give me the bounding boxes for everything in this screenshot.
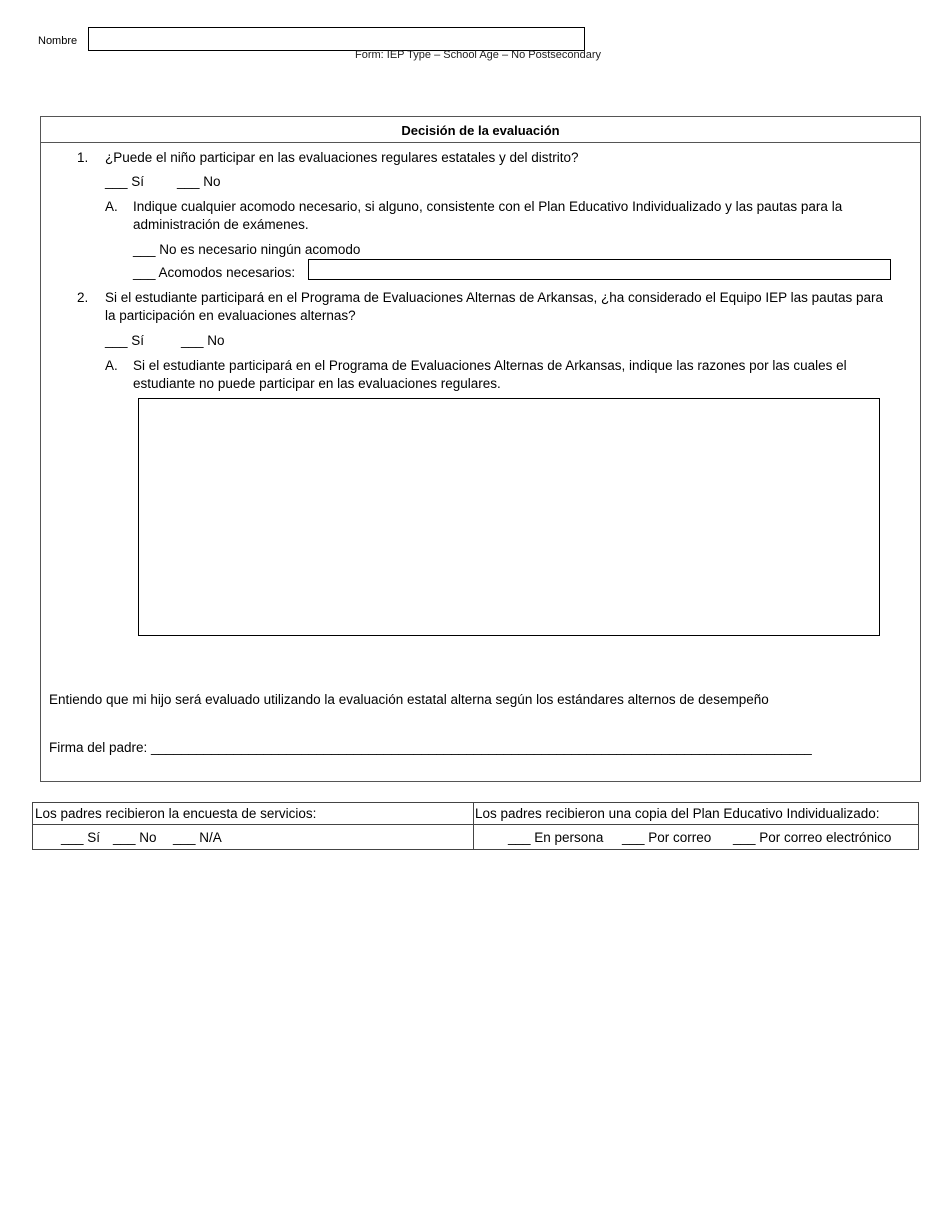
accommodations-needed-label[interactable]: ___ Acomodos necesarios: [133, 265, 296, 280]
parents-received-table [32, 802, 919, 850]
table-row-divider [33, 824, 918, 825]
q1-yes-option[interactable]: ___ Sí [105, 174, 145, 189]
q2-number: 2. [77, 290, 89, 305]
form-type-label: Form: IEP Type – School Age – No Postsecondary [355, 49, 602, 61]
section-title: Decisión de la evaluación [41, 117, 920, 143]
q2-no-option[interactable]: ___ No [181, 333, 225, 348]
parent-signature-line[interactable]: Firma del padre: ________________________________________________________________________________________ [49, 740, 812, 755]
by-email-option[interactable]: ___ Por correo electrónico [733, 830, 892, 845]
survey-na-option[interactable]: ___ N/A [173, 830, 222, 845]
in-person-option[interactable]: ___ En persona [508, 830, 604, 845]
q2-text-line2: la participación en evaluaciones alternas? [105, 308, 356, 323]
nombre-label: Nombre [38, 35, 78, 47]
survey-no-option[interactable]: ___ No [113, 830, 157, 845]
q2a-text-line2: estudiante no puede participar en las evaluaciones regulares. [133, 376, 501, 391]
q2-text-line1: Si el estudiante participará en el Programa de Evaluaciones Alternas de Arkansas, ¿ha considerado el Equipo IEP las pautas para [105, 290, 883, 305]
q2-yes-option[interactable]: ___ Sí [105, 333, 145, 348]
parent-statement: Entiendo que mi hijo será evaluado utilizando la evaluación estatal alterna según los estándares alternos de desempeño [49, 692, 769, 707]
q1a-text-line1: Indique cualquier acomodo necesario, si alguno, consistente con el Plan Educativo Individualizado y las pautas para la [133, 199, 843, 214]
no-accommodation-option[interactable]: ___ No es necesario ningún acomodo [133, 242, 361, 257]
table-column-divider [473, 803, 474, 849]
survey-yes-option[interactable]: ___ Sí [61, 830, 101, 845]
reasons-textarea[interactable] [138, 398, 880, 636]
accommodations-input[interactable] [308, 259, 891, 280]
nombre-input[interactable] [88, 27, 585, 51]
q2a-text-line1: Si el estudiante participará en el Programa de Evaluaciones Alternas de Arkansas, indique las razones por las cuales el [133, 358, 847, 373]
q2a-letter: A. [105, 358, 118, 373]
iep-copy-header: Los padres recibieron una copia del Plan Educativo Individualizado: [475, 806, 880, 821]
q1-number: 1. [77, 150, 89, 165]
by-mail-option[interactable]: ___ Por correo [622, 830, 712, 845]
q1-no-option[interactable]: ___ No [177, 174, 221, 189]
q1-text: ¿Puede el niño participar en las evaluaciones regulares estatales y del distrito? [105, 150, 579, 165]
q1a-letter: A. [105, 199, 118, 214]
survey-received-header: Los padres recibieron la encuesta de servicios: [35, 806, 317, 821]
q1a-text-line2: administración de exámenes. [133, 217, 309, 232]
